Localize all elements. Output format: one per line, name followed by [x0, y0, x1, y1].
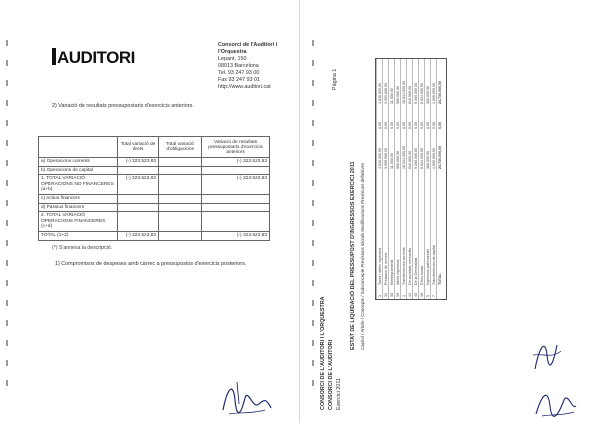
- cell-desc: Reintegraments: [390, 259, 394, 285]
- cell-initial: 4.816.000,00: [378, 148, 382, 169]
- table-row: [39, 203, 270, 212]
- cell-oblig: [159, 166, 202, 175]
- table-corner: [39, 137, 118, 158]
- cell-initial: 24.730.000,00: [438, 146, 442, 169]
- cell-code: 45: [414, 293, 418, 297]
- cell-final: 18.534.000,00: [402, 81, 406, 104]
- cell-final: 4.816.000,00: [378, 83, 382, 104]
- report-table: [375, 58, 447, 300]
- row-label: 2. TOTAL VARIACIÓ OPERACIONS FINANCERES (c+d): [39, 212, 118, 232]
- cell-result: (-) 323.523,83: [202, 158, 270, 167]
- binder-holes-left: [4, 0, 12, 423]
- table-row: [39, 158, 270, 167]
- cell-code: 4: [402, 295, 406, 297]
- cell-mods: 0,00: [408, 122, 412, 129]
- cell-initial: 18.534.000,00: [402, 146, 406, 169]
- report-subtitle: Capítol / Article / Concepte / Subconcepte Previsions inicials Modificacions Previsions definitives: [360, 162, 365, 350]
- report-page-label: Pàgina 1: [332, 68, 338, 90]
- section-title: 2) Variació de resultats pressupostaris d'exercicis anteriors.: [52, 103, 194, 109]
- header-drets: Total variació de drets: [118, 137, 159, 158]
- cell-mods: 0,00: [402, 122, 406, 129]
- address-line: Fax 93 247 93 01: [218, 77, 260, 83]
- row-label: d) Passius financers: [39, 203, 118, 212]
- header-obligacions: Total variació d'obligacions: [159, 137, 202, 158]
- cell-mods: 0,00: [438, 122, 442, 129]
- cell-initial: 610.000,00: [408, 151, 412, 169]
- cell-final: 610.000,00: [408, 86, 412, 104]
- address-line: 08013 Barcelona: [218, 63, 259, 69]
- cell-desc: D'ens locals: [420, 265, 424, 285]
- cell-initial: 1.000.000,00: [432, 148, 436, 169]
- row-label: b) Operacions de capital: [39, 166, 118, 175]
- cell-code: 39: [396, 293, 400, 297]
- table-row-total: [436, 59, 443, 299]
- cell-oblig: [159, 194, 202, 203]
- cell-drets: [118, 212, 159, 232]
- commitments-note: 1) Compromisos de despeses amb càrrec a pressupostos d'exercicis posteriors.: [55, 261, 247, 267]
- cell-final: 24.730.000,00: [438, 81, 442, 104]
- table-row: [39, 166, 270, 175]
- cell-initial: 8.624.000,00: [420, 148, 424, 169]
- cell-oblig: [159, 212, 202, 232]
- cell-final: 9.300.000,00: [414, 83, 418, 104]
- cell-result: [202, 194, 270, 203]
- cell-mods: 0,00: [396, 122, 400, 129]
- cell-mods: 0,00: [426, 122, 430, 129]
- row-label: 1. TOTAL VARIACIÓ OPERACIONS NO FINANCERES (a+b): [39, 175, 118, 195]
- address-line: Tel. 93 247 93 00: [218, 70, 260, 76]
- cell-code: 44: [408, 293, 412, 297]
- table-note: (*) S'annexa la descripció.: [52, 245, 113, 251]
- cell-code: 7: [432, 295, 436, 297]
- cell-drets: [118, 194, 159, 203]
- address-line: l'Orquestra: [218, 49, 247, 55]
- cell-initial: 9.300.000,00: [414, 148, 418, 169]
- address-line: http://www.auditori.cat: [218, 84, 271, 90]
- cell-initial: 380.000,00: [426, 151, 430, 169]
- table-row: [39, 175, 270, 195]
- cell-drets: (-) 323.523,83: [118, 175, 159, 195]
- binder-holes-right: [310, 0, 318, 423]
- cell-mods: 0,00: [420, 122, 424, 129]
- cell-final: 380.000,00: [426, 86, 430, 104]
- signature-right-top: [525, 325, 565, 375]
- cell-desc: De societats mercantils: [408, 247, 412, 285]
- row-label: TOTAL (1+2): [39, 231, 118, 240]
- cell-result: [202, 166, 270, 175]
- cell-final: 8.624.000,00: [420, 83, 424, 104]
- address-line: Consorci de l'Auditori i: [218, 42, 278, 48]
- cell-desc: TOTAL: [438, 273, 442, 285]
- table-row: [39, 194, 270, 203]
- cell-mods: 0,00: [378, 122, 382, 129]
- cell-initial: 3.905.000,00: [384, 148, 388, 169]
- cell-desc: Prestació de serveis: [384, 252, 388, 285]
- cell-mods: 0,00: [414, 122, 418, 129]
- cell-mods: 0,00: [390, 122, 394, 129]
- cell-final: 3.905.000,00: [384, 83, 388, 104]
- cell-mods: 0,00: [384, 122, 388, 129]
- cell-code: 5: [426, 295, 430, 297]
- address-block: [218, 42, 277, 91]
- auditori-logo: [52, 48, 135, 68]
- cell-final: 900.000,00: [396, 86, 400, 104]
- cell-code: 38: [390, 293, 394, 297]
- logo-text: AUDITORI: [57, 48, 135, 67]
- cell-result: (-) 323.523,83: [202, 175, 270, 195]
- cell-code: 31: [384, 293, 388, 297]
- report-org2: CONSORCI DE L'AUDITORI: [328, 339, 334, 410]
- cell-code: 46: [420, 293, 424, 297]
- cell-initial: 900.000,00: [396, 151, 400, 169]
- cell-result: (-) 323.523,83: [202, 231, 270, 240]
- report-exercise: Exercici 2011: [336, 378, 342, 410]
- cell-final: 11.000,00: [390, 88, 394, 104]
- cell-oblig: [159, 203, 202, 212]
- cell-oblig: [159, 175, 202, 195]
- cell-oblig: [159, 158, 202, 167]
- cell-desc: Transferències corrents: [402, 247, 406, 285]
- cell-drets: (-) 323.523,83: [118, 231, 159, 240]
- report-org1: CONSORCI DE L'AUDITORI I L'ORQUESTRA: [320, 296, 326, 410]
- cell-initial: 11.000,00: [390, 153, 394, 169]
- header-resultats: Variació de resultats pressupostaris d'exercicis anteriors: [202, 137, 270, 158]
- cell-result: [202, 212, 270, 232]
- address-line: Lepant, 150: [218, 56, 247, 62]
- cell-drets: [118, 203, 159, 212]
- cell-desc: Transferències de capital: [432, 244, 436, 285]
- table-row: [39, 212, 270, 232]
- table-row: [39, 231, 270, 240]
- cell-drets: [118, 166, 159, 175]
- report-title: ESTAT DE LIQUIDACIÓ DEL PRESSUPOST D'INGRESSOS EXERCICI 2011: [350, 161, 356, 350]
- cell-mods: 0,00: [432, 122, 436, 129]
- signature-left: [215, 370, 275, 420]
- cell-desc: De la Generalitat: [414, 258, 418, 285]
- cell-desc: Altres ingressos: [396, 259, 400, 285]
- cell-final: 1.000.000,00: [432, 83, 436, 104]
- row-label: a) Operacions corrents: [39, 158, 118, 167]
- cell-desc: Taxes i altres ingressos: [378, 247, 382, 285]
- row-label: c) Actius financers: [39, 194, 118, 203]
- cell-desc: Ingressos patrimonials: [426, 249, 430, 285]
- results-table: [38, 136, 270, 241]
- cell-oblig: [159, 231, 202, 240]
- signature-right-bottom: [530, 380, 580, 420]
- cell-result: [202, 203, 270, 212]
- cell-code: 3: [378, 295, 382, 297]
- cell-drets: (-) 323.523,83: [118, 158, 159, 167]
